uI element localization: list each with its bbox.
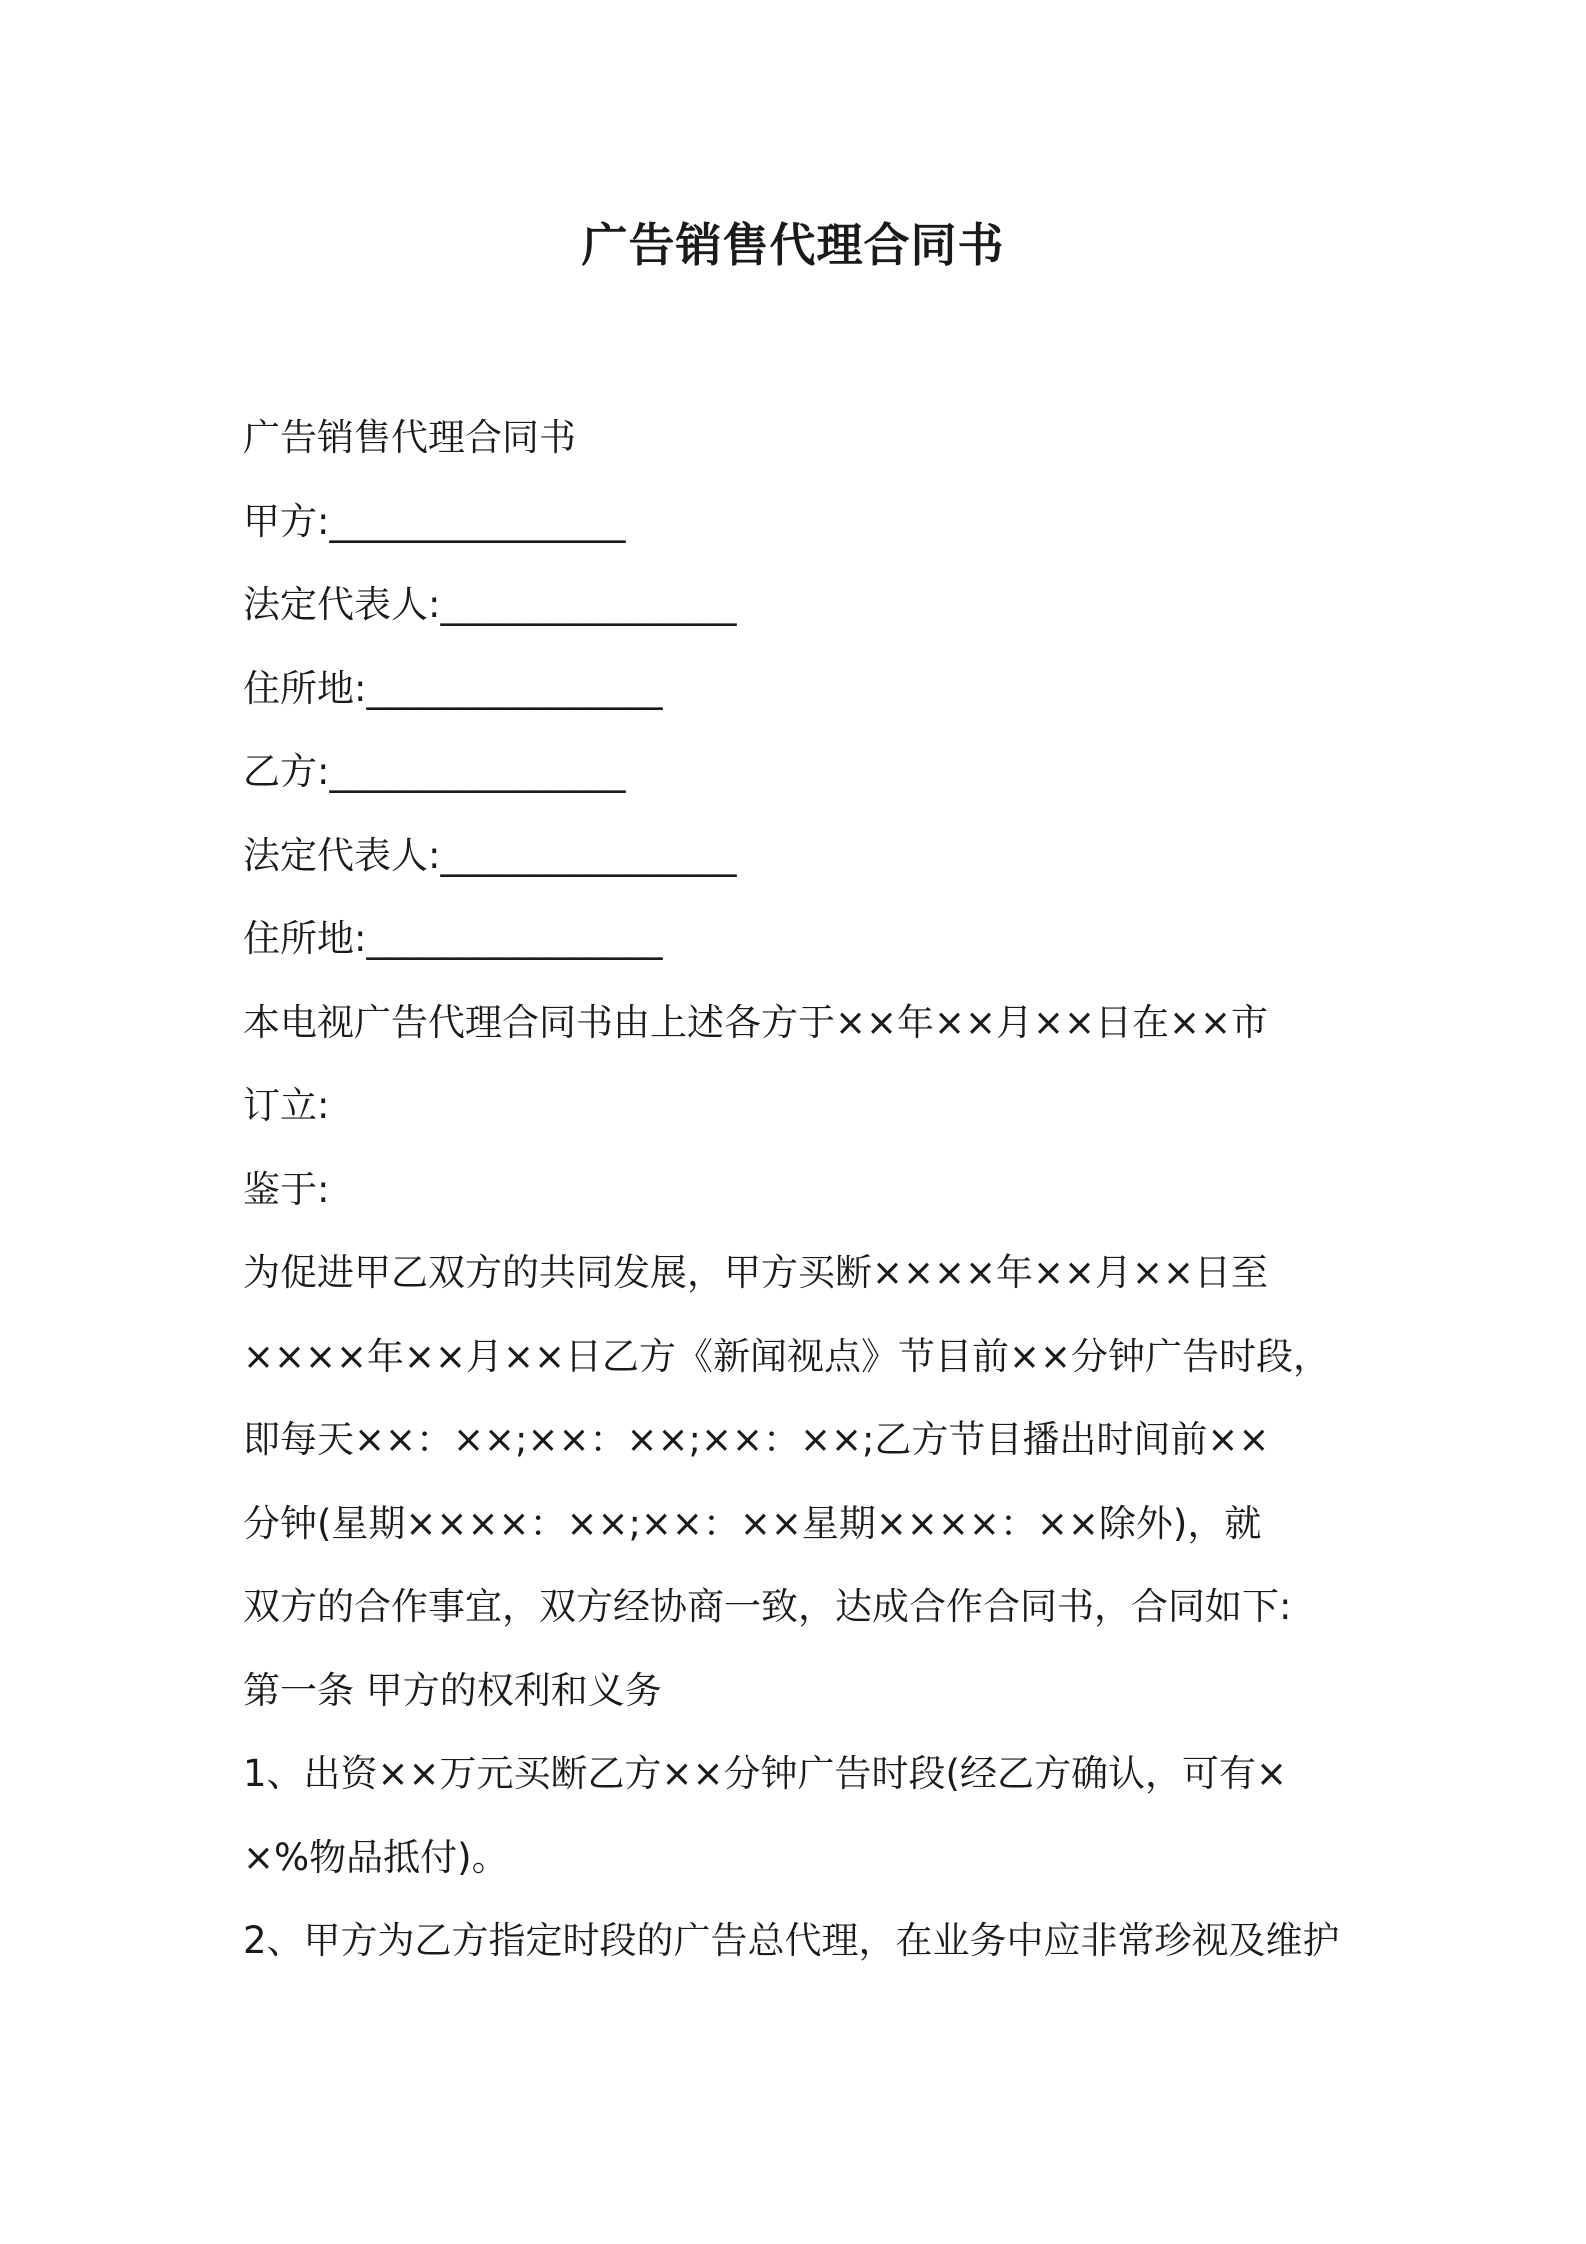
body-line: 本电视广告代理合同书由上述各方于××年××月××日在××市 <box>243 1000 1269 1044</box>
body-line: ××××年××月××日乙方《新闻视点》节目前××分钟广告时段， <box>243 1334 1331 1378</box>
body-line: 分钟(星期××××：××;××：××星期××××：××除外)，就 <box>243 1501 1262 1545</box>
body-line: 1、出资××万元买断乙方××分钟广告时段(经乙方确认，可有× <box>243 1752 1287 1795</box>
document-title: 广告销售代理合同书 <box>581 218 1005 272</box>
party-b-address-field: 住所地:________________ <box>243 917 663 960</box>
body-line-heading: 广告销售代理合同书 <box>243 416 576 459</box>
body-line: ×%物品抵付)。 <box>243 1835 509 1879</box>
article-heading: 第一条 甲方的权利和义务 <box>243 1668 662 1712</box>
party-a-address-field: 住所地:________________ <box>243 666 663 710</box>
document-body <box>243 396 1353 1983</box>
party-b-legal-rep-field: 法定代表人:________________ <box>243 833 737 877</box>
body-line: 订立: <box>243 1084 330 1127</box>
party-a-legal-rep-field: 法定代表人:________________ <box>243 583 737 626</box>
party-b-field: 乙方:________________ <box>243 750 626 793</box>
body-line: 为促进甲乙双方的共同发展，甲方买断××××年××月××日至 <box>243 1251 1269 1294</box>
body-line: 即每天××：××;××：××;××：××;乙方节目播出时间前×× <box>243 1418 1270 1461</box>
party-a-field: 甲方:________________ <box>243 499 626 543</box>
body-line: 鉴于: <box>243 1167 330 1211</box>
body-line: 双方的合作事宜，双方经协商一致，达成合作合同书，合同如下: <box>243 1585 1292 1628</box>
body-line: 2、甲方为乙方指定时段的广告总代理，在业务中应非常珍视及维护 <box>243 1919 1340 1962</box>
